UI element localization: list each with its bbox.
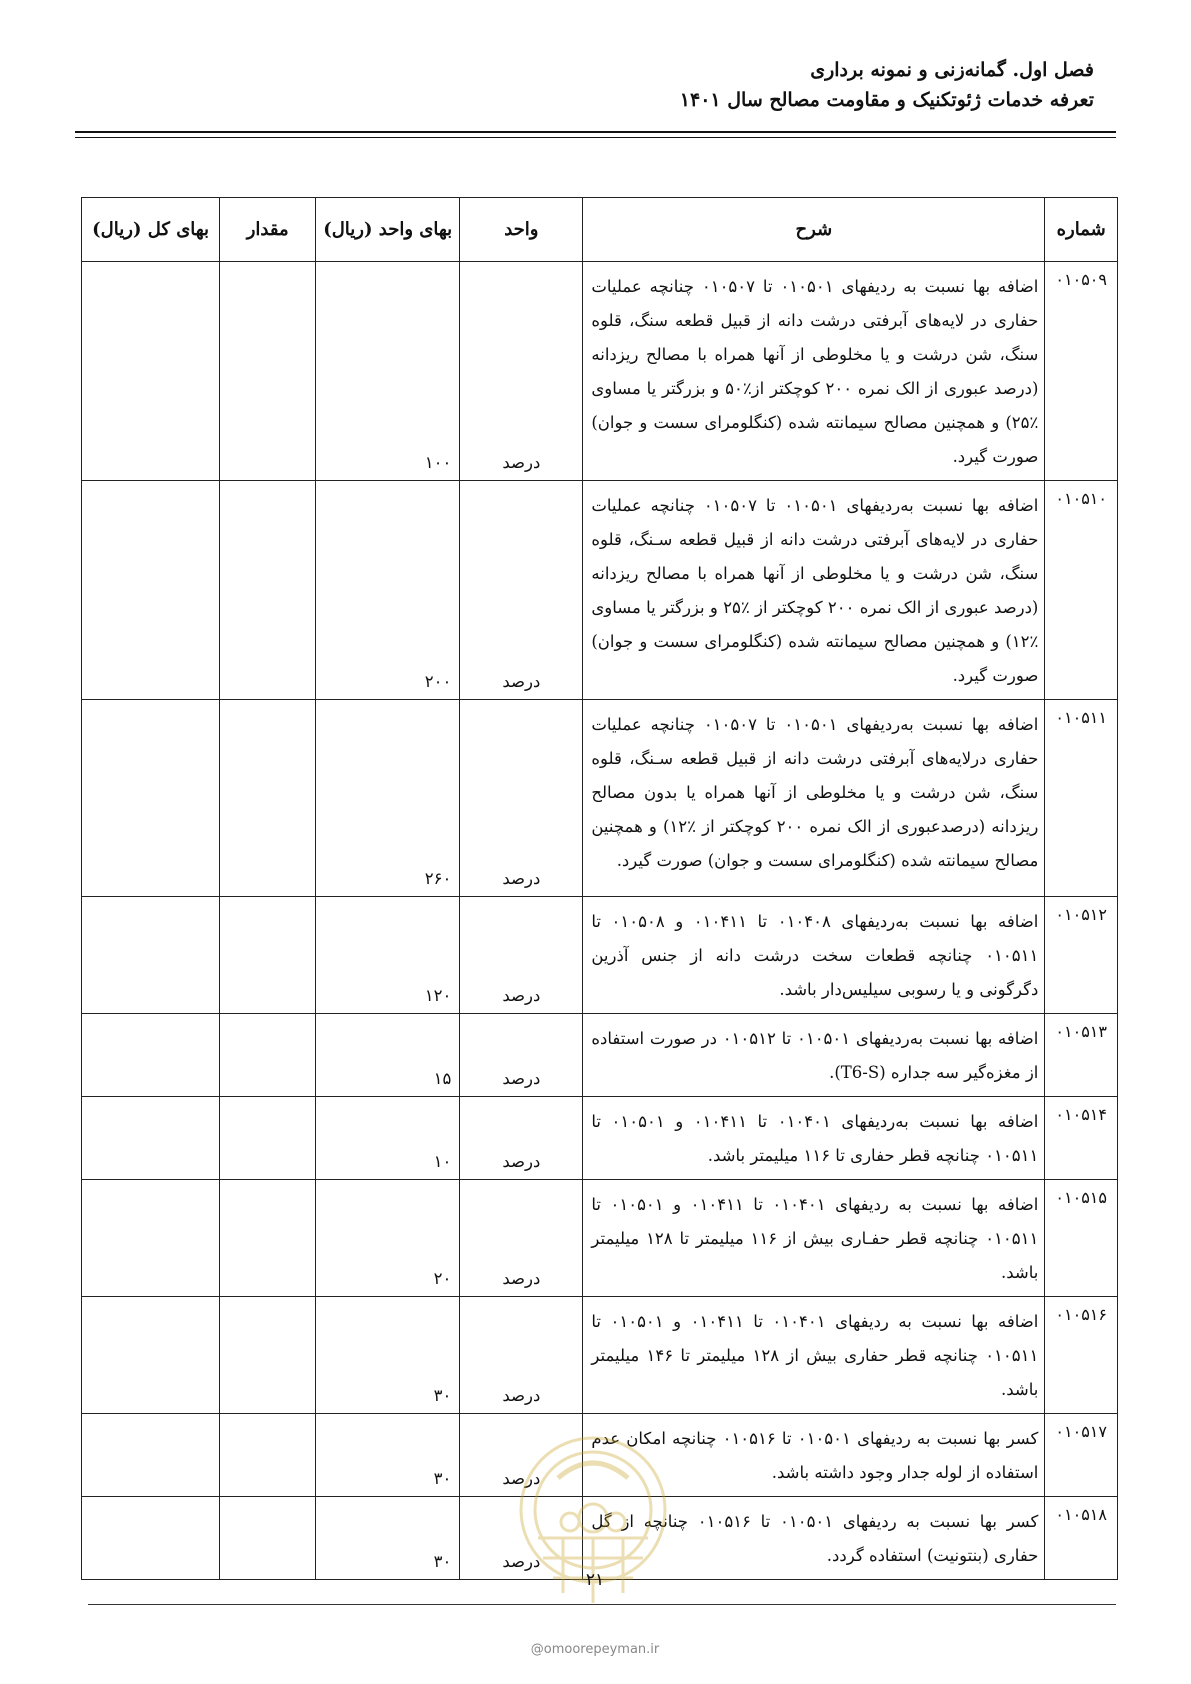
row-description: اضافه بها نسبت به‌ردیفهای ۰۱۰۵۰۱ تا ۰۱۰۵۰۷ چنانچه عملیات حفاری در لایه‌های آبرفتی درشت دانه از قبیل قطعه سـنگ، قلوه سنگ، شن درشت و یا مخلوطی از آنها همراه با مصالح ریزدانه (درصد عبوری از الک نمره ۲۰۰ کوچکتر از ٪۲۵ و بزرگتر یا مساوی ٪۱۲) و همچنین مصالح سیمانته شده (کنگلومرای سست و جوان) صورت گیرد.: [583, 481, 1045, 700]
table-header-row: [82, 198, 1118, 262]
row-number: ۰۱۰۵۱۸: [1045, 1497, 1118, 1580]
row-description: اضافه بها نسبت به‌ردیفهای ۰۱۰۵۰۱ تا ۰۱۰۵۰۷ چنانچه عملیات حفاری درلایه‌های آبرفتی درشت دانه از قبیل قطعه سـنگ، قلوه سنگ، شن درشت و یا مخلوطی از آنها همراه یا بدون مصالح ریزدانه (درصدعبوری از الک نمره ۲۰۰ کوچکتر از ٪۱۲) و همچنین مصالح سیمانته شده (کنگلومرای سست و جوان) صورت گیرد.: [583, 700, 1045, 897]
row-unit-price: ۱۵: [316, 1014, 460, 1097]
row-unit-price: ۲۰۰: [316, 481, 460, 700]
row-unit-price: ۲۰: [316, 1180, 460, 1297]
row-number: ۰۱۰۵۱۱: [1045, 700, 1118, 897]
table-row: [82, 262, 1118, 481]
row-quantity: [220, 262, 316, 481]
row-unit: درصد: [460, 1414, 583, 1497]
row-unit: درصد: [460, 481, 583, 700]
row-description: اضافه بها نسبت به ردیفهای ۰۱۰۴۰۱ تا ۰۱۰۴۱۱ و ۰۱۰۵۰۱ تا ۰۱۰۵۱۱ چنانچه قطر حفاری بیش از ۱۲۸ میلیمتر تا ۱۴۶ میلیمتر باشد.: [583, 1297, 1045, 1414]
row-number: ۰۱۰۵۱۷: [1045, 1414, 1118, 1497]
table-row: [82, 481, 1118, 700]
column-header-number: شماره: [1045, 198, 1118, 262]
row-description: کسر بها نسبت به ردیفهای ۰۱۰۵۰۱ تا ۰۱۰۵۱۶ چنانچه امکان عدم استفاده از لوله جدار وجود داشته باشد.: [583, 1414, 1045, 1497]
row-unit: درصد: [460, 1180, 583, 1297]
column-header-unit-price: بهای واحد (ریال): [316, 198, 460, 262]
footer-rule: [88, 1604, 1116, 1605]
table-row: [82, 1497, 1118, 1580]
row-unit-price: ۳۰: [316, 1497, 460, 1580]
chapter-title: فصل اول. گمانه‌زنی و نمونه برداری: [810, 59, 1094, 81]
row-quantity: [220, 1014, 316, 1097]
row-description: اضافه بها نسبت به‌ردیفهای ۰۱۰۵۰۱ تا ۰۱۰۵۱۲ در صورت استفاده از مغزه‌گیر سه جداره (T6-S).: [583, 1014, 1045, 1097]
row-description: اضافه بها نسبت به ردیفهای ۰۱۰۴۰۱ تا ۰۱۰۴۱۱ و ۰۱۰۵۰۱ تا ۰۱۰۵۱۱ چنانچه قطر حفـاری بیش از ۱۱۶ میلیمتر تا ۱۲۸ میلیمتر باشد.: [583, 1180, 1045, 1297]
row-description: اضافه بها نسبت به ردیفهای ۰۱۰۵۰۱ تا ۰۱۰۵۰۷ چنانچه عملیات حفاری در لایه‌های آبرفتی درشت دانه از قبیل قطعه سنگ، قلوه سنگ، شن درشت و یا مخلوطی از آنها همراه با مصالح ریزدانه (درصد عبوری از الک نمره ۲۰۰ کوچکتر از٪۵۰ و بزرگتر یا مساوی ٪۲۵) و همچنین مصالح سیمانته شده (کنگلومرای سست و جوان) صورت گیرد.: [583, 262, 1045, 481]
row-unit: درصد: [460, 897, 583, 1014]
row-total-price: [82, 897, 220, 1014]
row-quantity: [220, 1497, 316, 1580]
table-row: [82, 1097, 1118, 1180]
row-total-price: [82, 1180, 220, 1297]
row-number: ۰۱۰۵۱۴: [1045, 1097, 1118, 1180]
document-subtitle: تعرفه خدمات ژئوتکنیک و مقاومت مصالح سال ۱۴۰۱: [679, 89, 1094, 111]
row-unit: درصد: [460, 1497, 583, 1580]
row-unit-price: ۱۰: [316, 1097, 460, 1180]
row-number: ۰۱۰۵۱۵: [1045, 1180, 1118, 1297]
header-rule-thin: [75, 137, 1116, 138]
row-quantity: [220, 897, 316, 1014]
row-quantity: [220, 700, 316, 897]
row-description: اضافه بها نسبت به‌ردیفهای ۰۱۰۴۰۸ تا ۰۱۰۴۱۱ و ۰۱۰۵۰۸ تا ۰۱۰۵۱۱ چنانچه قطعات سخت درشت دانه از جنس آذرین دگرگونی و یا رسوبی سیلیس‌دار باشد.: [583, 897, 1045, 1014]
row-total-price: [82, 1414, 220, 1497]
website-watermark: @omoorepeyman.ir: [530, 1642, 660, 1657]
row-total-price: [82, 1097, 220, 1180]
table-row: [82, 700, 1118, 897]
row-total-price: [82, 1497, 220, 1580]
row-number: ۰۱۰۵۱۶: [1045, 1297, 1118, 1414]
row-unit-price: ۳۰: [316, 1414, 460, 1497]
row-total-price: [82, 1297, 220, 1414]
column-header-quantity: مقدار: [220, 198, 316, 262]
header-rule-thick: [75, 131, 1116, 133]
row-description: کسر بها نسبت به ردیفهای ۰۱۰۵۰۱ تا ۰۱۰۵۱۶ چنانچه از گل حفاری (بنتونیت) استفاده گردد.: [583, 1497, 1045, 1580]
page-header: [75, 55, 1116, 115]
table-row: [82, 1180, 1118, 1297]
row-total-price: [82, 1014, 220, 1097]
column-header-unit: واحد: [460, 198, 583, 262]
tariff-table: [81, 197, 1118, 1580]
row-unit-price: ۳۰: [316, 1297, 460, 1414]
row-unit-price: ۱۰۰: [316, 262, 460, 481]
row-number: ۰۱۰۵۱۳: [1045, 1014, 1118, 1097]
row-number: ۰۱۰۵۱۰: [1045, 481, 1118, 700]
row-unit: درصد: [460, 1297, 583, 1414]
row-description: اضافه بها نسبت به‌ردیفهای ۰۱۰۴۰۱ تا ۰۱۰۴۱۱ و ۰۱۰۵۰۱ تا ۰۱۰۵۱۱ چنانچه قطر حفاری تا ۱۱۶ میلیمتر باشد.: [583, 1097, 1045, 1180]
row-unit-price: ۱۲۰: [316, 897, 460, 1014]
row-unit: درصد: [460, 1097, 583, 1180]
row-total-price: [82, 262, 220, 481]
row-unit-price: ۲۶۰: [316, 700, 460, 897]
table-row: [82, 1297, 1118, 1414]
row-quantity: [220, 1414, 316, 1497]
table-row: [82, 1414, 1118, 1497]
row-quantity: [220, 1297, 316, 1414]
page-number: ۲۱: [585, 1570, 605, 1590]
table-row: [82, 1014, 1118, 1097]
row-total-price: [82, 700, 220, 897]
row-unit: درصد: [460, 262, 583, 481]
table-row: [82, 897, 1118, 1014]
row-number: ۰۱۰۵۱۲: [1045, 897, 1118, 1014]
row-quantity: [220, 481, 316, 700]
column-header-total-price: بهای کل (ریال): [82, 198, 220, 262]
row-number: ۰۱۰۵۰۹: [1045, 262, 1118, 481]
row-unit: درصد: [460, 700, 583, 897]
row-unit: درصد: [460, 1014, 583, 1097]
column-header-description: شرح: [583, 198, 1045, 262]
row-quantity: [220, 1097, 316, 1180]
row-quantity: [220, 1180, 316, 1297]
row-total-price: [82, 481, 220, 700]
